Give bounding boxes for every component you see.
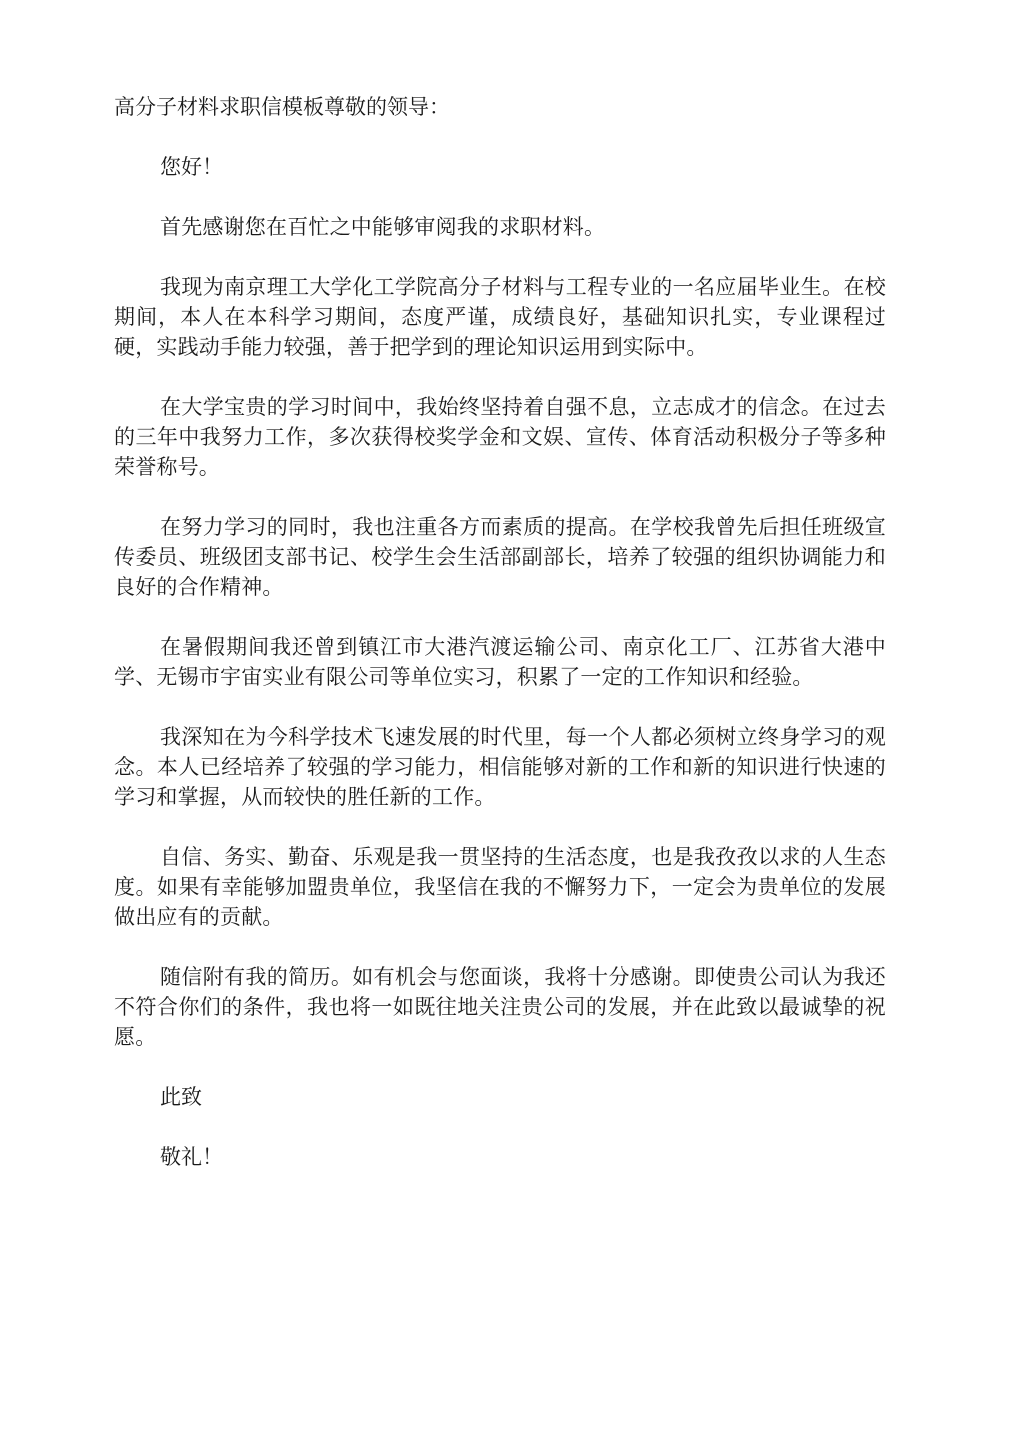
paragraph-student-roles: 在努力学习的同时，我也注重各方而素质的提高。在学校我曾先后担任班级宣传委员、班级团支部书记、校学生会生活部副部长，培养了较强的组织协调能力和良好的合作精神。 <box>114 515 886 599</box>
paragraph-resume-attached: 随信附有我的简历。如有机会与您面谈，我将十分感谢。即使贵公司认为我还不符合你们的条件，我也将一如既往地关注贵公司的发展，并在此致以最诚挚的祝愿。 <box>114 965 886 1049</box>
letter-body <box>114 92 886 1202</box>
paragraph-university-study: 在大学宝贵的学习时间中，我始终坚持着自强不息，立志成才的信念。在过去的三年中我努力工作，多次获得校奖学金和文娱、宣传、体育活动积极分子等多种荣誉称号。 <box>114 395 886 479</box>
paragraph-attitude: 自信、务实、勤奋、乐观是我一贯坚持的生活态度，也是我孜孜以求的人生态度。如果有幸能够加盟贵单位，我坚信在我的不懈努力下，一定会为贵单位的发展做出应有的贡献。 <box>114 845 886 929</box>
paragraph-lifelong-learning: 我深知在为今科学技术飞速发展的时代里，每一个人都必须树立终身学习的观念。本人已经培养了较强的学习能力，相信能够对新的工作和新的知识进行快速的学习和掌握，从而较快的胜任新的工作。 <box>114 725 886 809</box>
closing-regards: 敬礼！ <box>160 1145 223 1169</box>
paragraph-internships: 在暑假期间我还曾到镇江市大港汽渡运输公司、南京化工厂、江苏省大港中学、无锡市宇宙实业有限公司等单位实习，积累了一定的工作知识和经验。 <box>114 635 886 689</box>
document-title: 高分子材料求职信模板尊敬的领导： <box>114 95 450 119</box>
paragraph-thanks: 首先感谢您在百忙之中能够审阅我的求职材料。 <box>160 215 606 239</box>
closing-salutation: 此致 <box>160 1085 202 1109</box>
paragraph-introduction: 我现为南京理工大学化工学院高分子材料与工程专业的一名应届毕业生。在校期间，本人在本科学习期间，态度严谨，成绩良好，基础知识扎实，专业课程过硬，实践动手能力较强，善于把学到的理论知识运用到实际中。 <box>114 275 886 359</box>
greeting: 您好！ <box>160 155 223 179</box>
